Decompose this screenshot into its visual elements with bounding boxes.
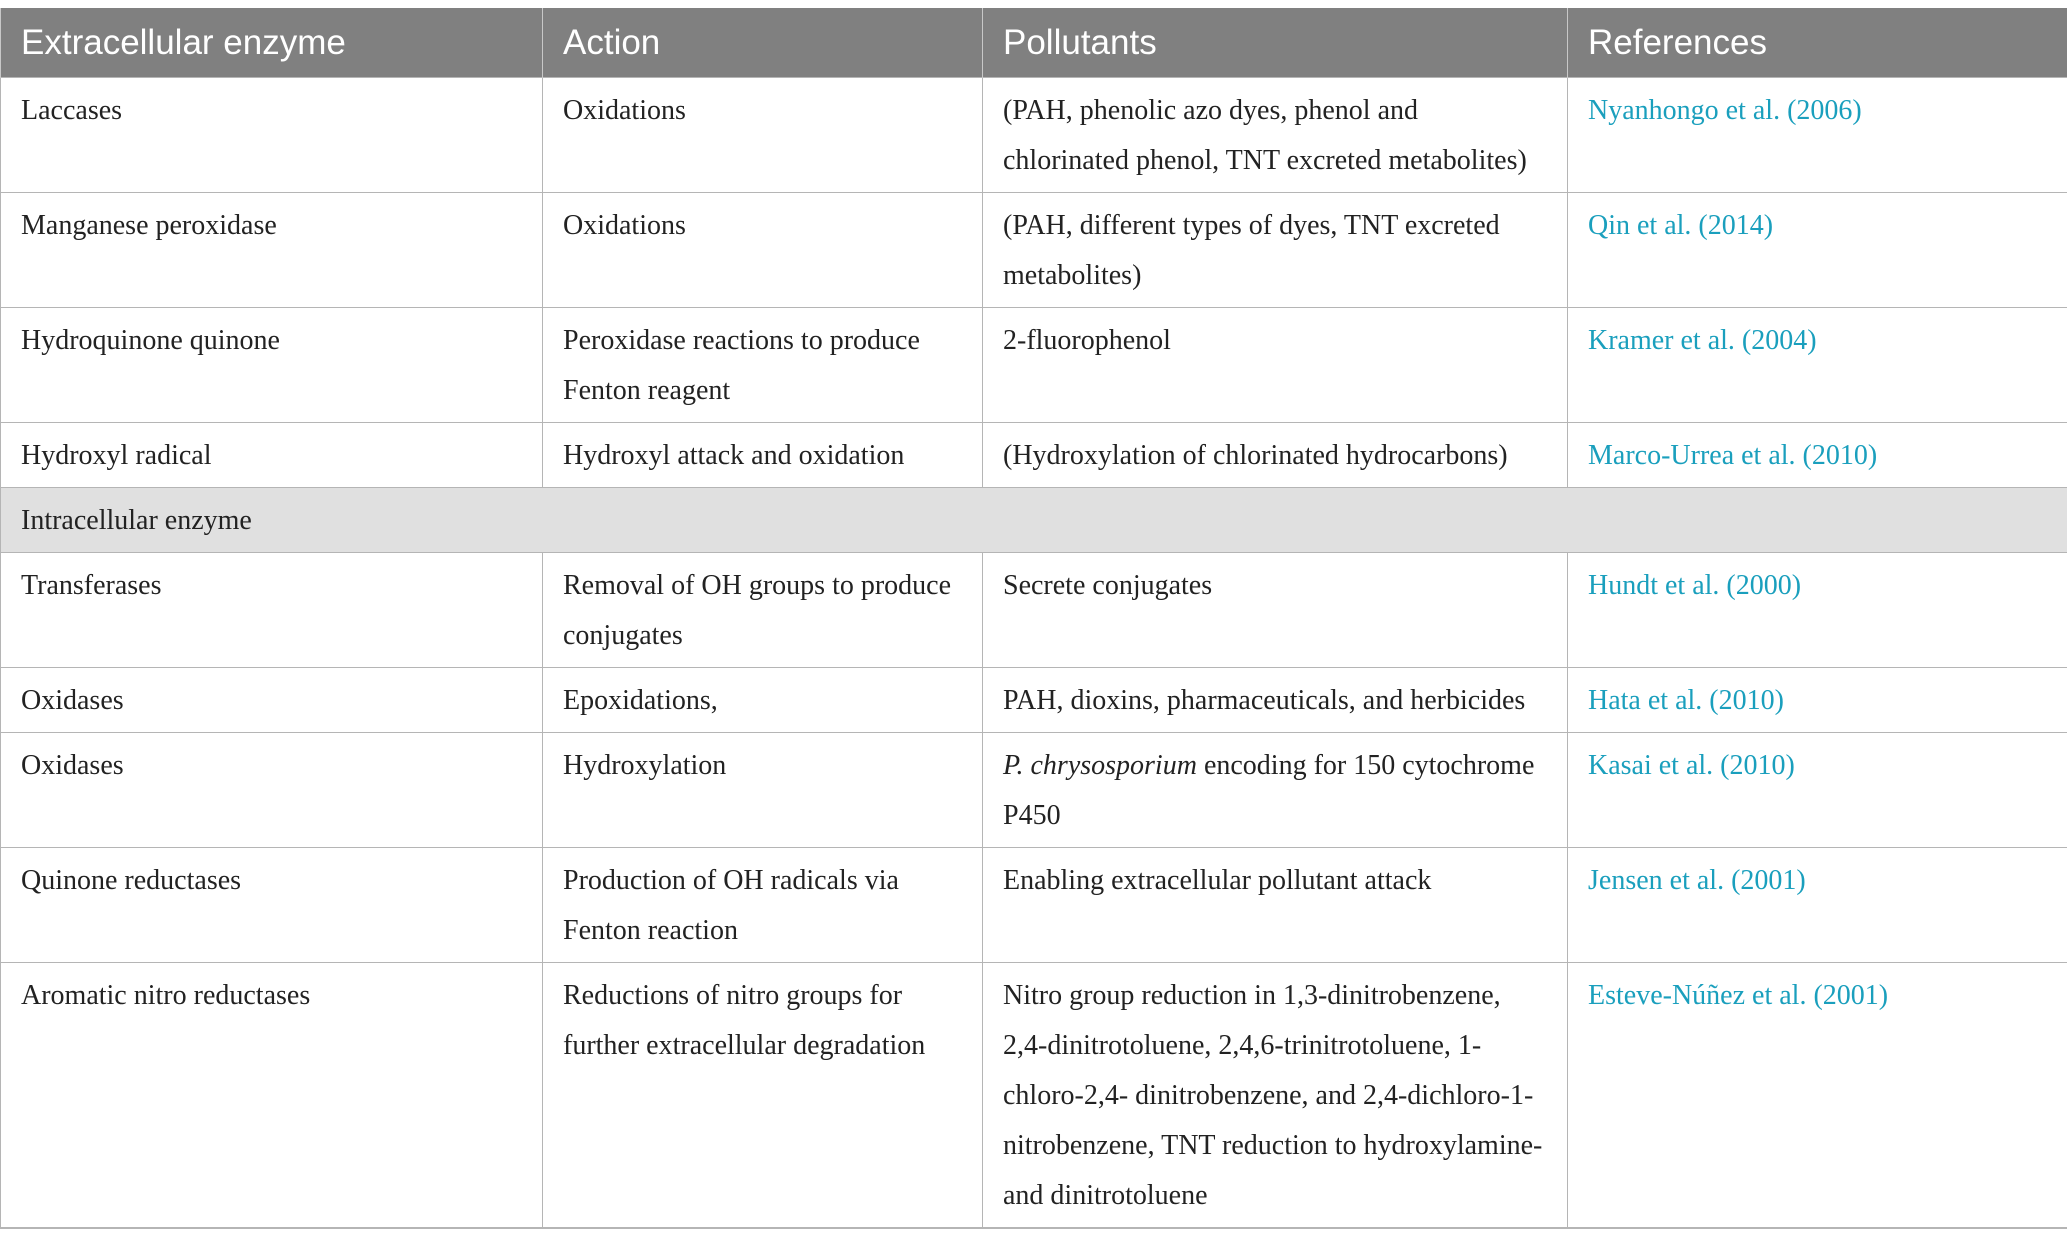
action-cell: Epoxidations, xyxy=(543,668,983,733)
reference-link[interactable]: Hata et al. (2010) xyxy=(1568,668,2067,733)
action-cell: Oxidations xyxy=(543,78,983,193)
reference-link[interactable]: Nyanhongo et al. (2006) xyxy=(1568,78,2067,193)
column-header-action: Action xyxy=(543,8,983,78)
enzyme-cell: Oxidases xyxy=(1,733,543,848)
table-row xyxy=(1,78,2067,193)
enzyme-cell: Laccases xyxy=(1,78,543,193)
table-row xyxy=(1,308,2067,423)
species-name: P. chrysosporium xyxy=(1003,750,1197,781)
reference-link[interactable]: Kasai et al. (2010) xyxy=(1568,733,2067,848)
action-cell: Reductions of nitro groups for further extracellular degradation xyxy=(543,963,983,1229)
pollutants-cell: 2-fluorophenol xyxy=(983,308,1568,423)
reference-link[interactable]: Esteve-Núñez et al. (2001) xyxy=(1568,963,2067,1229)
action-cell: Removal of OH groups to produce conjugates xyxy=(543,553,983,668)
action-cell: Hydroxylation xyxy=(543,733,983,848)
section-row xyxy=(1,488,2067,553)
action-cell: Production of OH radicals via Fenton reaction xyxy=(543,848,983,963)
enzyme-cell: Quinone reductases xyxy=(1,848,543,963)
table-row xyxy=(1,553,2067,668)
reference-link[interactable]: Jensen et al. (2001) xyxy=(1568,848,2067,963)
pollutants-cell: Enabling extracellular pollutant attack xyxy=(983,848,1568,963)
table-row xyxy=(1,193,2067,308)
reference-link[interactable]: Marco-Urrea et al. (2010) xyxy=(1568,423,2067,488)
table-row xyxy=(1,423,2067,488)
table-header xyxy=(1,8,2067,78)
pollutants-text: encoding for 150 cytochrome P450 xyxy=(1003,750,1535,831)
enzyme-cell: Aromatic nitro reductases xyxy=(1,963,543,1229)
pollutants-cell: (Hydroxylation of chlorinated hydrocarbons) xyxy=(983,423,1568,488)
reference-link[interactable]: Kramer et al. (2004) xyxy=(1568,308,2067,423)
reference-link[interactable]: Qin et al. (2014) xyxy=(1568,193,2067,308)
column-header-references: References xyxy=(1568,8,2067,78)
action-cell: Hydroxyl attack and oxidation xyxy=(543,423,983,488)
pollutants-cell xyxy=(983,733,1568,848)
reference-link[interactable]: Hundt et al. (2000) xyxy=(1568,553,2067,668)
enzyme-cell: Hydroxyl radical xyxy=(1,423,543,488)
pollutants-cell: Secrete conjugates xyxy=(983,553,1568,668)
table-row xyxy=(1,668,2067,733)
section-label: Intracellular enzyme xyxy=(1,488,2067,553)
pollutants-cell: Nitro group reduction in 1,3-dinitrobenzene, 2,4-dinitrotoluene, 2,4,6-trinitrotoluene, 1-chloro-2,4- dinitrobenzene, and 2,4-dichloro-1-nitrobenzene, TNT reduction to hydroxylamine- and dinitrotoluene xyxy=(983,963,1568,1229)
table-row xyxy=(1,848,2067,963)
action-cell: Oxidations xyxy=(543,193,983,308)
pollutants-cell: PAH, dioxins, pharmaceuticals, and herbicides xyxy=(983,668,1568,733)
enzyme-cell: Oxidases xyxy=(1,668,543,733)
header-row xyxy=(1,8,2067,78)
enzyme-cell: Manganese peroxidase xyxy=(1,193,543,308)
table-row xyxy=(1,963,2067,1229)
enzyme-cell: Transferases xyxy=(1,553,543,668)
pollutants-cell: (PAH, phenolic azo dyes, phenol and chlorinated phenol, TNT excreted metabolites) xyxy=(983,78,1568,193)
column-header-enzyme: Extracellular enzyme xyxy=(1,8,543,78)
table-body xyxy=(1,78,2067,1229)
table-row xyxy=(1,733,2067,848)
enzyme-cell: Hydroquinone quinone xyxy=(1,308,543,423)
column-header-pollutants: Pollutants xyxy=(983,8,1568,78)
enzyme-table xyxy=(0,8,2067,1229)
action-cell: Peroxidase reactions to produce Fenton reagent xyxy=(543,308,983,423)
pollutants-cell: (PAH, different types of dyes, TNT excreted metabolites) xyxy=(983,193,1568,308)
